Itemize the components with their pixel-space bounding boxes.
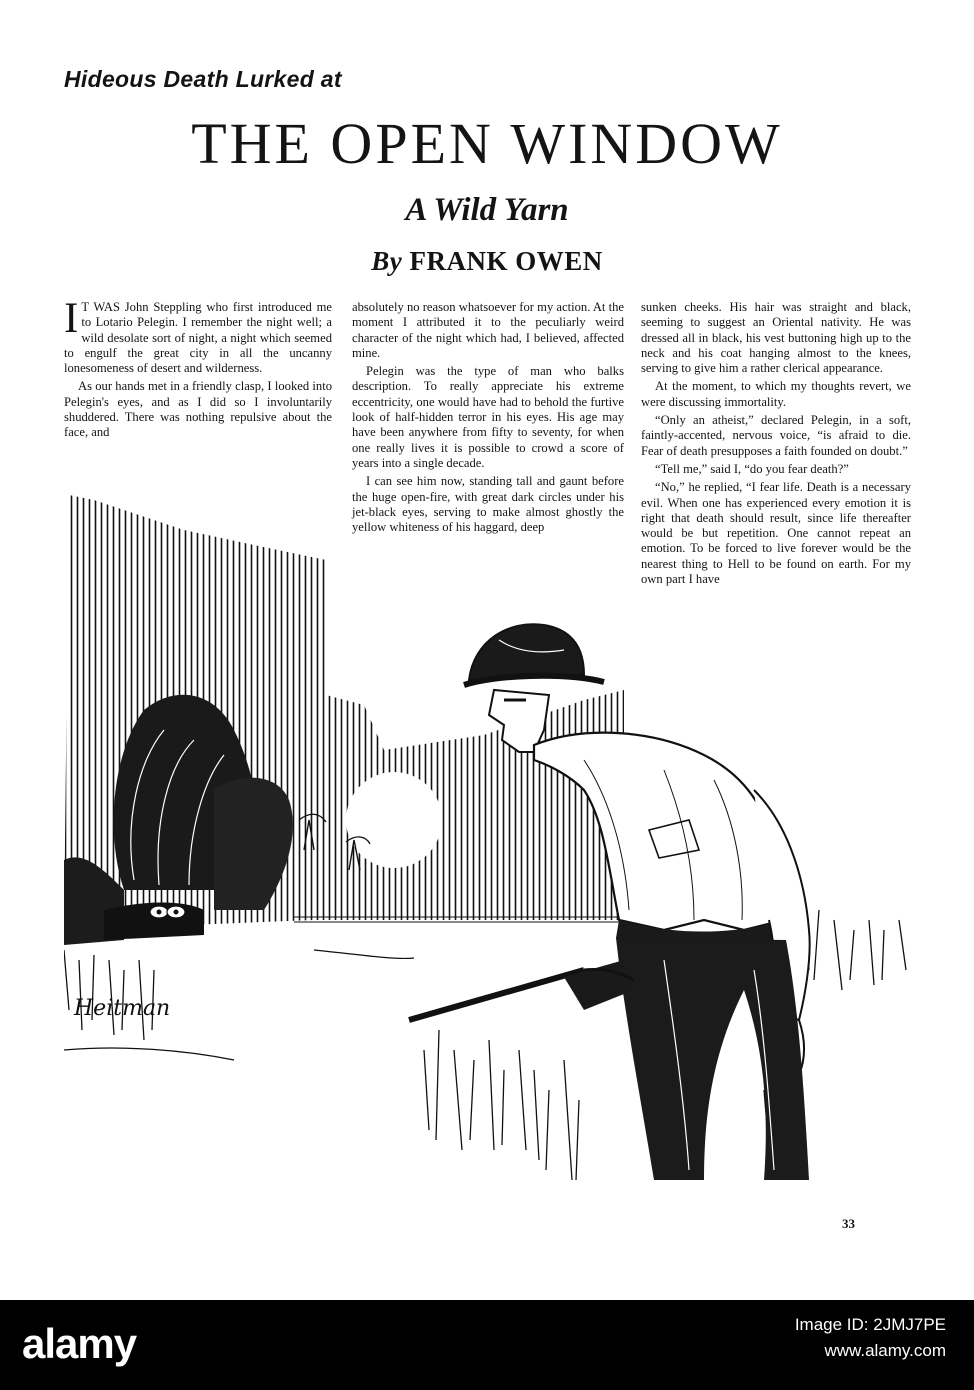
paragraph: “No,” he replied, “I fear life. Death is a necessary evil. When one has experienced every emotion it is right that death should result, since life thereafter would be but repetition. One cannot repeat an emotion. To be forced to live forever would be the nearest thing to Hell to be found on earth. For my own part I have: [641, 480, 911, 587]
byline-author: FRANK OWEN: [409, 246, 603, 276]
paragraph: sunken cheeks. His hair was straight and black, seeming to suggest an Oriental nativity. He was dressed all in black, his vest buttoning high up to the neck and his coat hanging almost to the knees, serving to give him a rather clerical appearance.: [641, 300, 911, 376]
paragraph: I can see him now, standing tall and gaunt before the huge open-fire, with great dark circles under his jet-black eyes, serving to make almost ghostly the yellow whiteness of his haggard, deep: [352, 474, 624, 535]
kicker-text: Hideous Death Lurked at: [64, 66, 342, 92]
paragraph: At the moment, to which my thoughts revert, we were discussing immortality.: [641, 379, 911, 409]
alamy-logo: alamy: [22, 1320, 137, 1367]
text-column-1: [64, 295, 332, 444]
moon: [346, 772, 442, 868]
story-illustration: [64, 490, 924, 1190]
paragraph: Pelegin was the type of man who balks description. To really appreciate his extreme eccentricity, one would have had to behold the furtive look of half-hidden terror in his eyes. His age may have been anywhere from fifty to seventy, for when one really lives it is possible to crowd a score of years into a single decade.: [352, 364, 624, 470]
drop-cap: I: [64, 295, 79, 342]
story-subtitle: A Wild Yarn: [405, 192, 569, 228]
paragraph-text: T WAS John Steppling who first introduced me to Lotario Pelegin. I remember the night well; a wild desolate sort of night, a night which seemed to engulf the great city in all the uncanny lonesomeness of desert and wilderness.: [64, 300, 332, 376]
paragraph: As our hands met in a friendly clasp, I looked into Pelegin's eyes, and as I did so I involuntarily shuddered. There was nothing repulsive about the face, and: [64, 379, 332, 440]
paragraph: “Tell me,” said I, “do you fear death?”: [655, 461, 849, 476]
watermark-footer: [0, 1300, 974, 1390]
paragraph: “Only an atheist,” declared Pelegin, in a soft, faintly-accented, nervous voice, “is afraid to die. Fear of death presupposes a faith founded on doubt.”: [641, 413, 911, 458]
paragraph: absolutely no reason whatsoever for my action. At the moment I attributed it to the peculiarly weird character of the night which had, I believed, affected mine.: [352, 300, 624, 360]
water-hatching: [294, 915, 624, 925]
artist-signature: Heitman: [74, 996, 171, 1021]
image-id: Image ID: 2JMJ7PE: [794, 1315, 946, 1334]
byline: [0, 246, 974, 277]
paragraph: [64, 295, 332, 376]
byline-by: By: [371, 246, 403, 276]
footer-url: www.alamy.com: [824, 1341, 946, 1360]
story-title: THE OPEN WINDOW: [191, 111, 783, 176]
page-number: 33: [842, 1216, 855, 1231]
footer-info: [795, 1312, 946, 1364]
